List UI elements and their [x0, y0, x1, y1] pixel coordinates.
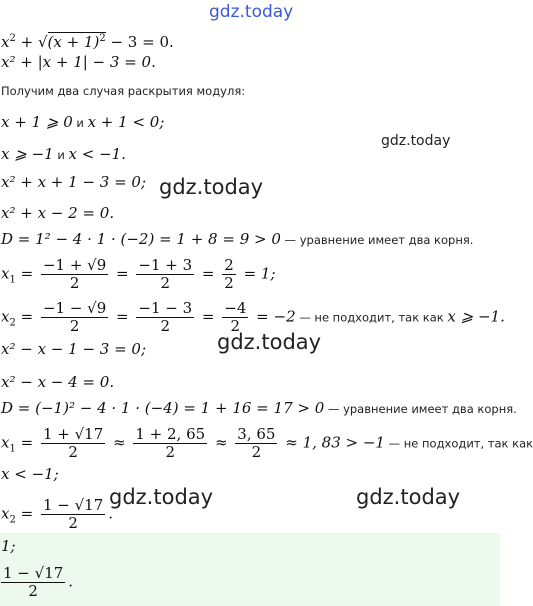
root-x1-case-1: $x_1$ = $\frac{-1 + √9}{2}$ = $\frac{-1 + 3}{2}$ = $\frac{2}{2}$ = 1; — [1, 256, 276, 292]
root-x1-case-2: $x_1$ = $\frac{1 + √17}{2}$ ≈ $\frac{1 + 2, 65}{2}$ ≈ $\frac{3, 65}{2}$ ≈ 1, 83 > −1 — не подходит, так как — [1, 425, 533, 461]
answer-line-2: $\frac{1 - √17}{2}$ . — [3, 564, 74, 600]
answer-box — [0, 533, 500, 606]
watermark-mid-2: gdz.today — [217, 330, 322, 354]
root-x1-case-2-condition: x < −1; — [1, 465, 59, 483]
watermark-top: gdz.today — [209, 2, 294, 22]
watermark-bottom-right: gdz.today — [356, 485, 461, 509]
discriminant-1: D = 1² − 4 · 1 · (−2) = 1 + 8 = 9 > 0 — уравнение имеет два корня. — [1, 230, 474, 248]
quadratic-2: x² − x − 4 = 0. — [1, 373, 115, 391]
root-x2-case-1: $x_2$ = $\frac{-1 - √9}{2}$ = $\frac{-1 - 3}{2}$ = $\frac{-4}{2}$ = −2 — не подходит, так как x ⩾ −1. — [1, 299, 505, 335]
watermark-mid: gdz.today — [159, 175, 264, 199]
watermark-right: gdz.today — [381, 133, 451, 149]
answer-line-1: 1; — [1, 537, 16, 555]
equation-case-2: x² − x − 1 − 3 = 0; — [1, 340, 147, 358]
equation-case-1: x² + x + 1 − 3 = 0; — [1, 173, 147, 191]
equation-modulus: x² + |x + 1| − 3 = 0. — [1, 53, 156, 71]
watermark-bottom-left: gdz.today — [109, 485, 214, 509]
case-conditions-solved: x ⩾ −1 и x < −1. — [1, 145, 126, 163]
intro-text: Получим два случая раскрытия модуля: — [1, 84, 246, 98]
root-x2-case-2: $x_2$ = $\frac{1 - √17}{2}$ . — [1, 496, 114, 532]
case-conditions: x + 1 ⩾ 0 и x + 1 < 0; — [1, 113, 165, 131]
quadratic-1: x² + x − 2 = 0. — [1, 204, 115, 222]
discriminant-2: D = (−1)² − 4 · 1 · (−4) = 1 + 16 = 17 > 0 — уравнение имеет два корня. — [1, 399, 517, 417]
equation-original: $x^2 + √(x + 1)^2 - 3 = 0$. — [1, 33, 174, 51]
